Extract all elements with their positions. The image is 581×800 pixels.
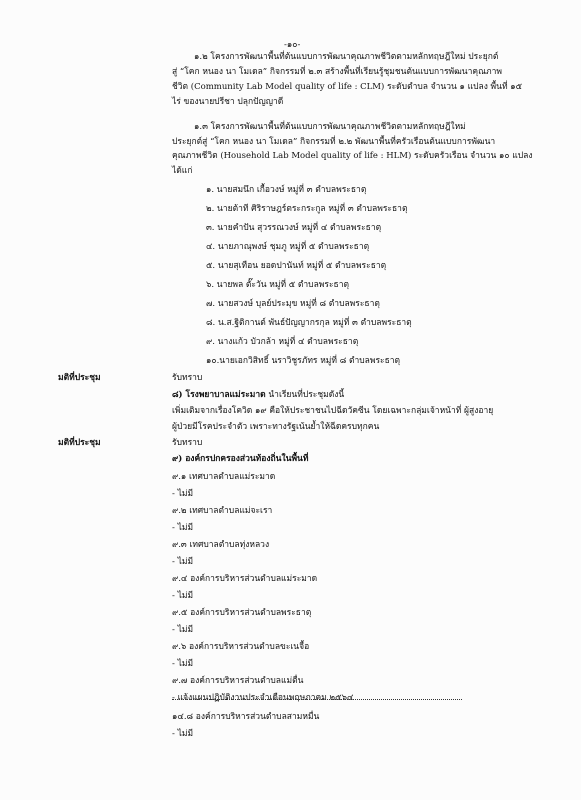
- person-item: ๕. นายสุเทือน ยอดปานันท์ หมู่ที่ ๕ ตำบลพระธาตุ: [206, 261, 387, 271]
- item-1-2-line-2: สู่ “โคก หนอง นา โมเดล” กิจกรรมที่ ๒.๓ สร้างพื้นที่เรียนรู้ชุมชนต้นแบบการพัฒนาคุณภาพ: [172, 67, 502, 77]
- acknowledged-text: รับทราบ: [172, 438, 203, 448]
- section-9-item-title: ๙.๑ เทศบาลตำบลแม่ระมาด: [172, 472, 276, 482]
- section-8-heading-rest: นำเรียนที่ประชุมดังนี้: [265, 390, 345, 400]
- section-9-item-title: ๙.๔ องค์การบริหารส่วนตำบลแม่ระมาด: [172, 574, 318, 584]
- item-1-3-line-2: ประยุกต์สู่ “โคก หนอง นา โมเดล” กิจกรรมที่ ๒.๒ พัฒนาพื้นที่ครัวเรือนต้นแบบการพัฒนา: [172, 137, 496, 147]
- person-item: ๘. น.ส.ฐิติกานต์ พันธ์ปัญญากรกุล หมู่ที่ ๓ ตำบลพระธาตุ: [206, 318, 412, 328]
- section-9-item-note: - ไม่มี: [172, 591, 194, 601]
- page-number: -๑๐-: [284, 40, 301, 50]
- section-8-body-line-2: ผู้ป่วยมีโรคประจำตัว เพราะทางรัฐเน้นย้ำให้ฉีดครบทุกคน: [172, 422, 380, 432]
- section-9-item-title: ๙.๒ เทศบาลตำบลแม่จะเรา: [172, 506, 273, 516]
- section-8-heading-bold: ๘) โรงพยาบาลแม่ระมาด: [172, 390, 266, 400]
- person-item: ๒. นายต้าที ศิริราษฎร์ตระกระกูล หมู่ที่ ๓ ตำบลพระธาตุ: [206, 204, 408, 214]
- person-item: ๗. นายสวงษ์ บุลย์ประมุข หมู่ที่ ๘ ตำบลพระธาตุ: [206, 299, 380, 309]
- person-item: ๑๐.นายเอกวิสิทธิ์ นราวิชูรภัทร หมู่ที่ ๘ ตำบลพระธาตุ: [206, 356, 401, 366]
- section-9-item-title: ๙.๓ เทศบาลตำบลทุ่งหลวง: [172, 540, 270, 550]
- section-9-heading: ๙) องค์กรปกครองส่วนท้องถิ่นในพื้นที่: [172, 454, 309, 464]
- section-9-8-note: - ไม่มี: [172, 729, 194, 739]
- section-8-body-line-1: เพิ่มเติมจากเรื่องโควิด ๑๙ คือให้ประชาชนไปฉีดวัคซีน โดยเฉพาะกลุ่มเจ้าหน้าที่ ผู้สูงอายุ: [172, 406, 494, 416]
- item-1-3-line-3: คุณภาพชีวิต (Household Lab Model quality of life : HLM) ระดับครัวเรือน จำนวน ๑๐ แปลง: [172, 151, 533, 161]
- section-9-item-note: - ไม่มี: [172, 523, 194, 533]
- item-1-3-line-4: ได้แก่: [172, 166, 193, 176]
- section-9-8-title: ๑๔.๘ องค์การบริหารส่วนตำบลสามหมื่น: [172, 712, 320, 722]
- person-item: ๑. นายสมนึก เกื้อวงษ์ หมู่ที่ ๓ ตำบลพระธาตุ: [206, 185, 367, 195]
- section-9-item-title: ๙.๖ องค์การบริหารส่วนตำบลขะเนจื้อ: [172, 642, 310, 652]
- item-1-3-line-1: ๑.๓ โครงการพัฒนาพื้นที่ต้นแบบการพัฒนาคุณภาพชีวิตตามหลักทฤษฎีใหม่: [194, 122, 466, 132]
- person-item: ๙. นางแก้ว บัวกล้า หมู่ที่ ๔ ตำบลพระธาตุ: [206, 337, 359, 347]
- person-item: ๖. นายพล ตั๊ะวัน หมู่ที่ ๕ ตำบลพระธาตุ: [206, 280, 350, 290]
- acknowledged-text: รับทราบ: [172, 373, 203, 383]
- person-item: ๓. นายคำปัน สุวรรณวงษ์ หมู่ที่ ๔ ตำบลพระธาตุ: [206, 223, 382, 233]
- section-9-item-note: - ไม่มี: [172, 625, 194, 635]
- section-9-item-note: - แจ้งแผนปฏิบัติงานประจำเดือนพฤษภาคม ๒๕๖๔: [172, 693, 354, 703]
- resolution-label: มติที่ประชุม: [58, 438, 101, 448]
- section-9-item-title: ๙.๕ องค์การบริหารส่วนตำบลพระธาตุ: [172, 608, 312, 618]
- resolution-label: มติที่ประชุม: [58, 373, 101, 383]
- item-1-2-line-1: ๑.๒ โครงการพัฒนาพื้นที่ต้นแบบการพัฒนาคุณภาพชีวิตตามหลักทฤษฎีใหม่ ประยุกต์: [194, 52, 499, 62]
- section-9-item-note: - ไม่มี: [172, 659, 194, 669]
- item-1-2-line-4: ไร่ ของนายปรีชา ปลุกปัญญาดี: [172, 97, 284, 107]
- dotted-divider: [172, 699, 462, 700]
- section-8-heading: [172, 390, 344, 401]
- person-item: ๔. นายภาณุพงษ์ ชุมภู หมู่ที่ ๕ ตำบลพระธาตุ: [206, 242, 370, 252]
- section-9-item-note: - ไม่มี: [172, 489, 194, 499]
- section-9-item-note: - ไม่มี: [172, 557, 194, 567]
- section-9-item-title: ๙.๗ องค์การบริหารส่วนตำบลแม่ตื่น: [172, 676, 304, 686]
- item-1-2-line-3: ชีวิต (Community Lab Model quality of life : CLM) ระดับตำบล จำนวน ๑ แปลง พื้นที่ ๑๕: [172, 82, 523, 92]
